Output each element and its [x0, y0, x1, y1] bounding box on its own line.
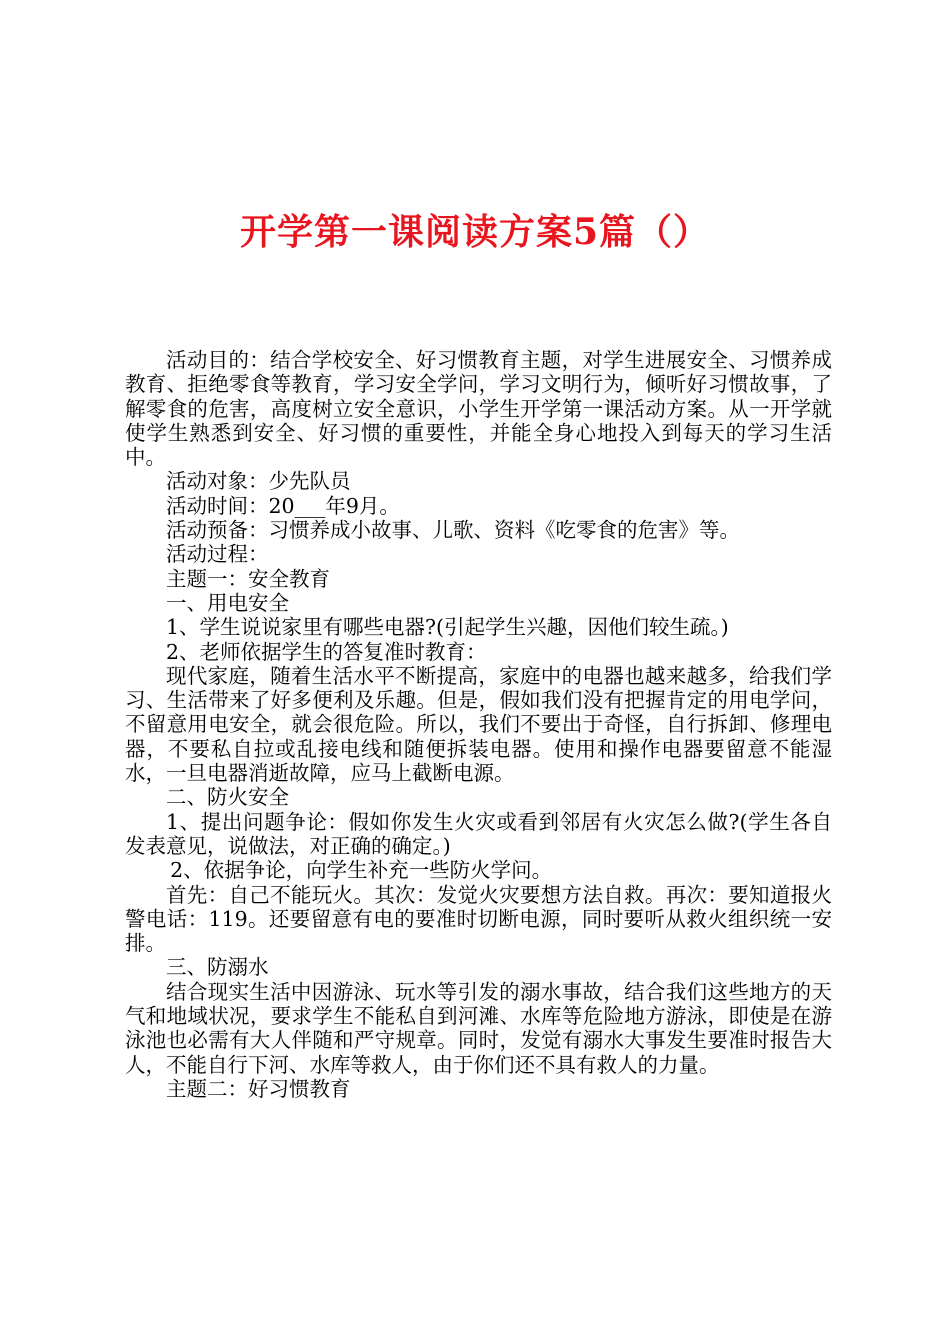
paragraph-process: 活动过程：: [166, 542, 269, 567]
paragraph-drowning-body: 结合现实生活中因游泳、玩水等引发的溺水事故，结合我们这些地方的天气和地域状况，要求学生不能私自到河滩、水库等危险地方游泳，即使是在游泳池也必需有大人伴随和严守规章。同时，发觉有溺水大事发生要准时报告大人，不能自行下河、水库等救人，由于你们还不具有救人的力量。: [125, 979, 832, 1077]
paragraph-electric-body: 现代家庭，随着生活水平不断提高，家庭中的电器也越来越多，给我们学习、生活带来了好多便利及乐趣。但是，假如我们没有把握肯定的用电学问，不留意用电安全，就会很危险。所以，我们不要出于奇怪，自行拆卸、修理电器，不要私自拉或乱接电线和随便拆装电器。使用和操作电器要留意不能湿水，一旦电器消逝故障，应马上截断电源。: [125, 663, 832, 786]
paragraph-fire-2: 2、依据争论，向学生补充一些防火学问。: [170, 858, 553, 883]
paragraph-purpose: 活动目的：结合学校安全、好习惯教育主题，对学生进展安全、习惯养成教育、拒绝零食等教育，学习安全学问，学习文明行为，倾听好习惯故事，了解零食的危害，高度树立安全意识，小学生开学第一课活动方案。从一开学就使学生熟悉到安全、好习惯的重要性，并能全身心地投入到每天的学习生活中。: [125, 348, 832, 470]
paragraph-fire-body: 首先：自己不能玩火。其次：发觉火灾要想方法自救。再次：要知道报火警电话：119。还要留意有电的要准时切断电源，同时要听从救火组织统一安排。: [125, 882, 832, 956]
paragraph-electric-2: 2、老师依据学生的答复准时教育：: [166, 639, 487, 664]
paragraph-electric-1: 1、学生说说家里有哪些电器?(引起学生兴趣，因他们较生疏。): [166, 615, 729, 640]
subheading-electric-safety: 一、用电安全: [166, 590, 289, 615]
section-heading-theme-two: 主题二：好习惯教育: [166, 1076, 351, 1101]
document-title: 开学第一课阅读方案5篇（）: [239, 211, 711, 253]
section-heading-theme-one: 主题一：安全教育: [166, 566, 330, 591]
subheading-fire-safety: 二、防火安全: [166, 785, 289, 810]
paragraph-fire-1: 1、提出问题争论：假如你发生火灾或看到邻居有火灾怎么做?(学生各自发表意见，说做法，对正确的确定。): [125, 809, 832, 858]
subheading-drowning: 三、防溺水: [166, 955, 269, 980]
paragraph-target: 活动对象：少先队员: [166, 469, 351, 494]
paragraph-time: 活动时间：20___年9月。: [166, 493, 400, 518]
paragraph-preparation: 活动预备：习惯养成小故事、儿歌、资料《吃零食的危害》等。: [166, 518, 740, 543]
document-body: [125, 348, 832, 1101]
